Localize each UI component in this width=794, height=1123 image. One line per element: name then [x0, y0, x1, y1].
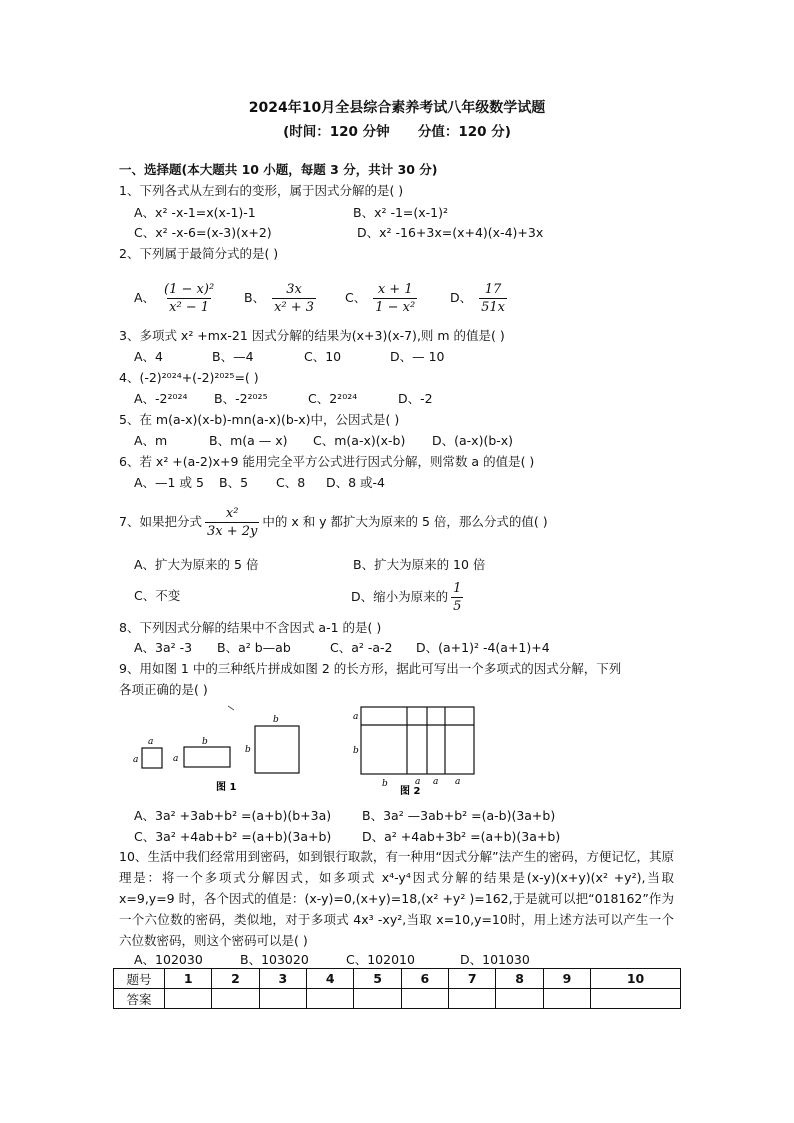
- q9-stem-line1: 9、用如图 1 中的三种纸片拼成如图 2 的长方形，据此可写出一个多项式的因式分解，下列: [119, 661, 622, 676]
- q2-b-fraction: [272, 281, 316, 316]
- q3-stem: 3、多项式 x² +mx-21 因式分解的结果为(x+3)(x-7),则 m 的值是( ): [119, 328, 505, 343]
- q8-option-d: D、(a+1)² -4(a+1)+4: [416, 640, 550, 655]
- q3-option-d: D、— 10: [390, 349, 445, 364]
- q7-fraction: [205, 505, 259, 540]
- q2-c-fraction: [373, 281, 417, 316]
- question-number-cell: 6: [401, 969, 448, 989]
- answer-cell[interactable]: [543, 989, 590, 1009]
- q3-option-c: C、10: [304, 349, 342, 364]
- q2-b-denominator: x² + 3: [274, 300, 315, 315]
- answer-cell[interactable]: [449, 989, 496, 1009]
- fig2-label-a-left: a: [353, 712, 359, 722]
- figure-1: [128, 700, 308, 800]
- q4-stem: 4、(-2)²⁰²⁴+(-2)²⁰²⁵=( ): [119, 370, 259, 385]
- q2-stem: 2、下列属于最简分式的是( ): [119, 246, 279, 261]
- question-number-cell: 3: [259, 969, 306, 989]
- q2-d-label: D、: [450, 290, 473, 305]
- fig2-label-b-bottom: b: [382, 779, 388, 789]
- q3-option-a: A、4: [134, 349, 164, 364]
- q5-stem: 5、在 m(a-x)(x-b)-mn(a-x)(b-x)中，公因式是( ): [119, 412, 400, 427]
- q7-option-c: C、不变: [134, 588, 181, 603]
- q7-option-a: A、扩大为原来的 5 倍: [134, 557, 259, 572]
- q2-d-denominator: 51x: [481, 300, 505, 315]
- q5-option-c: C、m(a-x)(x-b): [313, 433, 406, 448]
- q2-option-c: [345, 276, 420, 320]
- q6-option-c: C、8: [276, 475, 306, 490]
- q2-option-a: [134, 276, 219, 320]
- q9-option-b: B、3a² —3ab+b² =(a-b)(3a+b): [362, 808, 556, 823]
- exam-subtitle: (时间：120 分钟 分值：120 分): [283, 124, 511, 140]
- q7-denominator: 3x + 2y: [206, 524, 258, 539]
- q7-stem: [119, 500, 548, 544]
- q7-stem-post: 中的 x 和 y 都扩大为原来的 5 倍，那么分式的值( ): [262, 514, 548, 529]
- q5-option-b: B、m(a — x): [209, 433, 288, 448]
- q2-option-b: [244, 276, 319, 320]
- fig2-label-b-left: b: [353, 746, 359, 756]
- q6-option-b: B、5: [219, 475, 249, 490]
- q8-option-c: C、a² -a-2: [330, 640, 393, 655]
- q2-d-numerator: 17: [484, 282, 502, 297]
- answer-cell[interactable]: [307, 989, 354, 1009]
- q2-c-label: C、: [345, 290, 367, 305]
- q2-a-denominator: x² − 1: [169, 300, 210, 315]
- answer-cell[interactable]: [496, 989, 543, 1009]
- section-heading: 一、选择题(本大题共 10 小题，每题 3 分，共计 30 分): [119, 162, 438, 177]
- q9-option-c: C、3a² +4ab+b² =(a+b)(3a+b): [134, 829, 332, 844]
- question-number-cell: 9: [543, 969, 590, 989]
- q5-option-a: A、m: [134, 433, 168, 448]
- fig1-label-a-top: a: [148, 737, 154, 747]
- q6-option-d: D、8 或-4: [326, 475, 386, 490]
- fig2-label-a-bottom-1: a: [415, 777, 421, 787]
- q7-d-text: D、缩小为原来的: [351, 589, 449, 604]
- question-number-cell: 2: [212, 969, 259, 989]
- q6-option-a: A、—1 或 5: [134, 475, 204, 490]
- q7-option-d: [351, 578, 466, 616]
- question-number-cell: 8: [496, 969, 543, 989]
- q1-stem: 1、下列各式从左到右的变形，属于因式分解的是( ): [119, 183, 404, 198]
- fig1-label-b-top: b: [202, 737, 208, 747]
- fig1-large-square: [255, 726, 299, 773]
- fig2-caption: 图 2: [400, 786, 421, 797]
- answer-cell[interactable]: [259, 989, 306, 1009]
- q9-option-a: A、3a² +3ab+b² =(a+b)(b+3a): [134, 808, 332, 823]
- q3-option-b: B、—4: [212, 349, 254, 364]
- answer-cell[interactable]: [354, 989, 401, 1009]
- q2-d-fraction: [479, 281, 507, 316]
- q1-option-d: D、x² -16+3x=(x+4)(x-4)+3x: [357, 225, 544, 240]
- question-number-label: 题号: [114, 969, 165, 989]
- q5-option-d: D、(a-x)(b-x): [432, 433, 514, 448]
- q8-option-b: B、a² b—ab: [217, 640, 291, 655]
- q7-d-denominator: 5: [453, 599, 462, 614]
- q7-stem-pre: 7、如果把分式: [119, 514, 202, 529]
- q1-option-a: A、x² -x-1=x(x-1)-1: [134, 205, 256, 220]
- q9-option-d: D、a² +4ab+3b² =(a+b)(3a+b): [362, 829, 561, 844]
- question-number-cell: 4: [307, 969, 354, 989]
- exam-title: 2024年10月全县综合素养考试八年级数学试题: [248, 100, 546, 116]
- question-number-cell: 5: [354, 969, 401, 989]
- q2-c-numerator: x + 1: [377, 282, 413, 297]
- q10-stem: 10、生活中我们经常用到密码，如到银行取款，有一种用“因式分解”法产生的密码，方便记忆，其原理是：将一个多项式分解因式，如多项式 x⁴-y⁴因式分解的结果是(x-y)(x+y)(x² +y²),当取 x=9,y=9 时，各个因式的值是：(x-y)=0,(x+y)=18,(x² +y² )=162,于是就可以把“018162”作为一个六位数的密码，类似地，对于多项式 4x³ -xy²,当取 x=10,y=10时，用上述方法可以产生一个六位数密码，则这个密码可以是( ): [119, 849, 674, 948]
- q2-b-numerator: 3x: [286, 282, 302, 297]
- fig2-label-a-bottom-2: a: [433, 777, 439, 787]
- q8-stem: 8、下列因式分解的结果中不含因式 a-1 的是( ): [119, 620, 382, 635]
- answer-table: [113, 968, 681, 1009]
- q6-stem: 6、若 x² +(a-2)x+9 能用完全平方公式进行因式分解，则常数 a 的值是( ): [119, 454, 535, 469]
- fig1-small-square: [142, 748, 162, 768]
- fig2-label-a-bottom-3: a: [455, 777, 461, 787]
- q1-option-c: C、x² -x-6=(x-3)(x+2): [134, 225, 272, 240]
- q7-option-b: B、扩大为原来的 10 倍: [353, 557, 486, 572]
- answer-table-header-row: [114, 969, 681, 989]
- q4-option-c: C、2²⁰²⁴: [308, 391, 358, 406]
- answer-table-answer-row: [114, 989, 681, 1009]
- q4-option-b: B、-2²⁰²⁵: [214, 391, 268, 406]
- answer-cell[interactable]: [591, 989, 681, 1009]
- q2-option-d: [450, 276, 510, 320]
- q2-a-label: A、: [134, 290, 156, 305]
- q10-option-b: B、103020: [240, 952, 309, 967]
- q9-stem-line2: 各项正确的是( ): [119, 682, 208, 697]
- q2-c-denominator: 1 − x²: [375, 300, 416, 315]
- answer-cell[interactable]: [165, 989, 212, 1009]
- q4-option-d: D、-2: [398, 391, 433, 406]
- fig1-label-b-top-large: b: [273, 715, 279, 725]
- q2-a-numerator: (1 − x)²: [164, 282, 215, 297]
- question-number-cell: 7: [449, 969, 496, 989]
- figure-2: [348, 700, 478, 800]
- fig1-caption: 图 1: [216, 782, 237, 793]
- q2-a-fraction: [162, 281, 216, 316]
- answer-cell[interactable]: [212, 989, 259, 1009]
- q7-d-numerator: 1: [453, 581, 462, 596]
- q2-b-label: B、: [244, 290, 266, 305]
- fig1-label-b-left-large: b: [245, 745, 251, 755]
- fig1-stray-mark: [228, 706, 234, 710]
- fig2-outer-rect: [361, 707, 474, 774]
- fig1-label-a-rect: a: [173, 754, 179, 764]
- question-number-cell: 10: [591, 969, 681, 989]
- q8-option-a: A、3a² -3: [134, 640, 193, 655]
- answer-cell[interactable]: [401, 989, 448, 1009]
- q7-d-fraction: [451, 580, 463, 615]
- q10-option-c: C、102010: [346, 952, 415, 967]
- q1-option-b: B、x² -1=(x-1)²: [353, 205, 449, 220]
- q10-option-a: A、102030: [134, 952, 203, 967]
- fig1-rectangle: [184, 747, 230, 767]
- question-number-cell: 1: [165, 969, 212, 989]
- q4-option-a: A、-2²⁰²⁴: [134, 391, 188, 406]
- q7-numerator: x²: [225, 506, 239, 521]
- answer-label: 答案: [114, 989, 165, 1009]
- fig1-label-a-left: a: [133, 755, 139, 765]
- q10-option-d: D、101030: [460, 952, 530, 967]
